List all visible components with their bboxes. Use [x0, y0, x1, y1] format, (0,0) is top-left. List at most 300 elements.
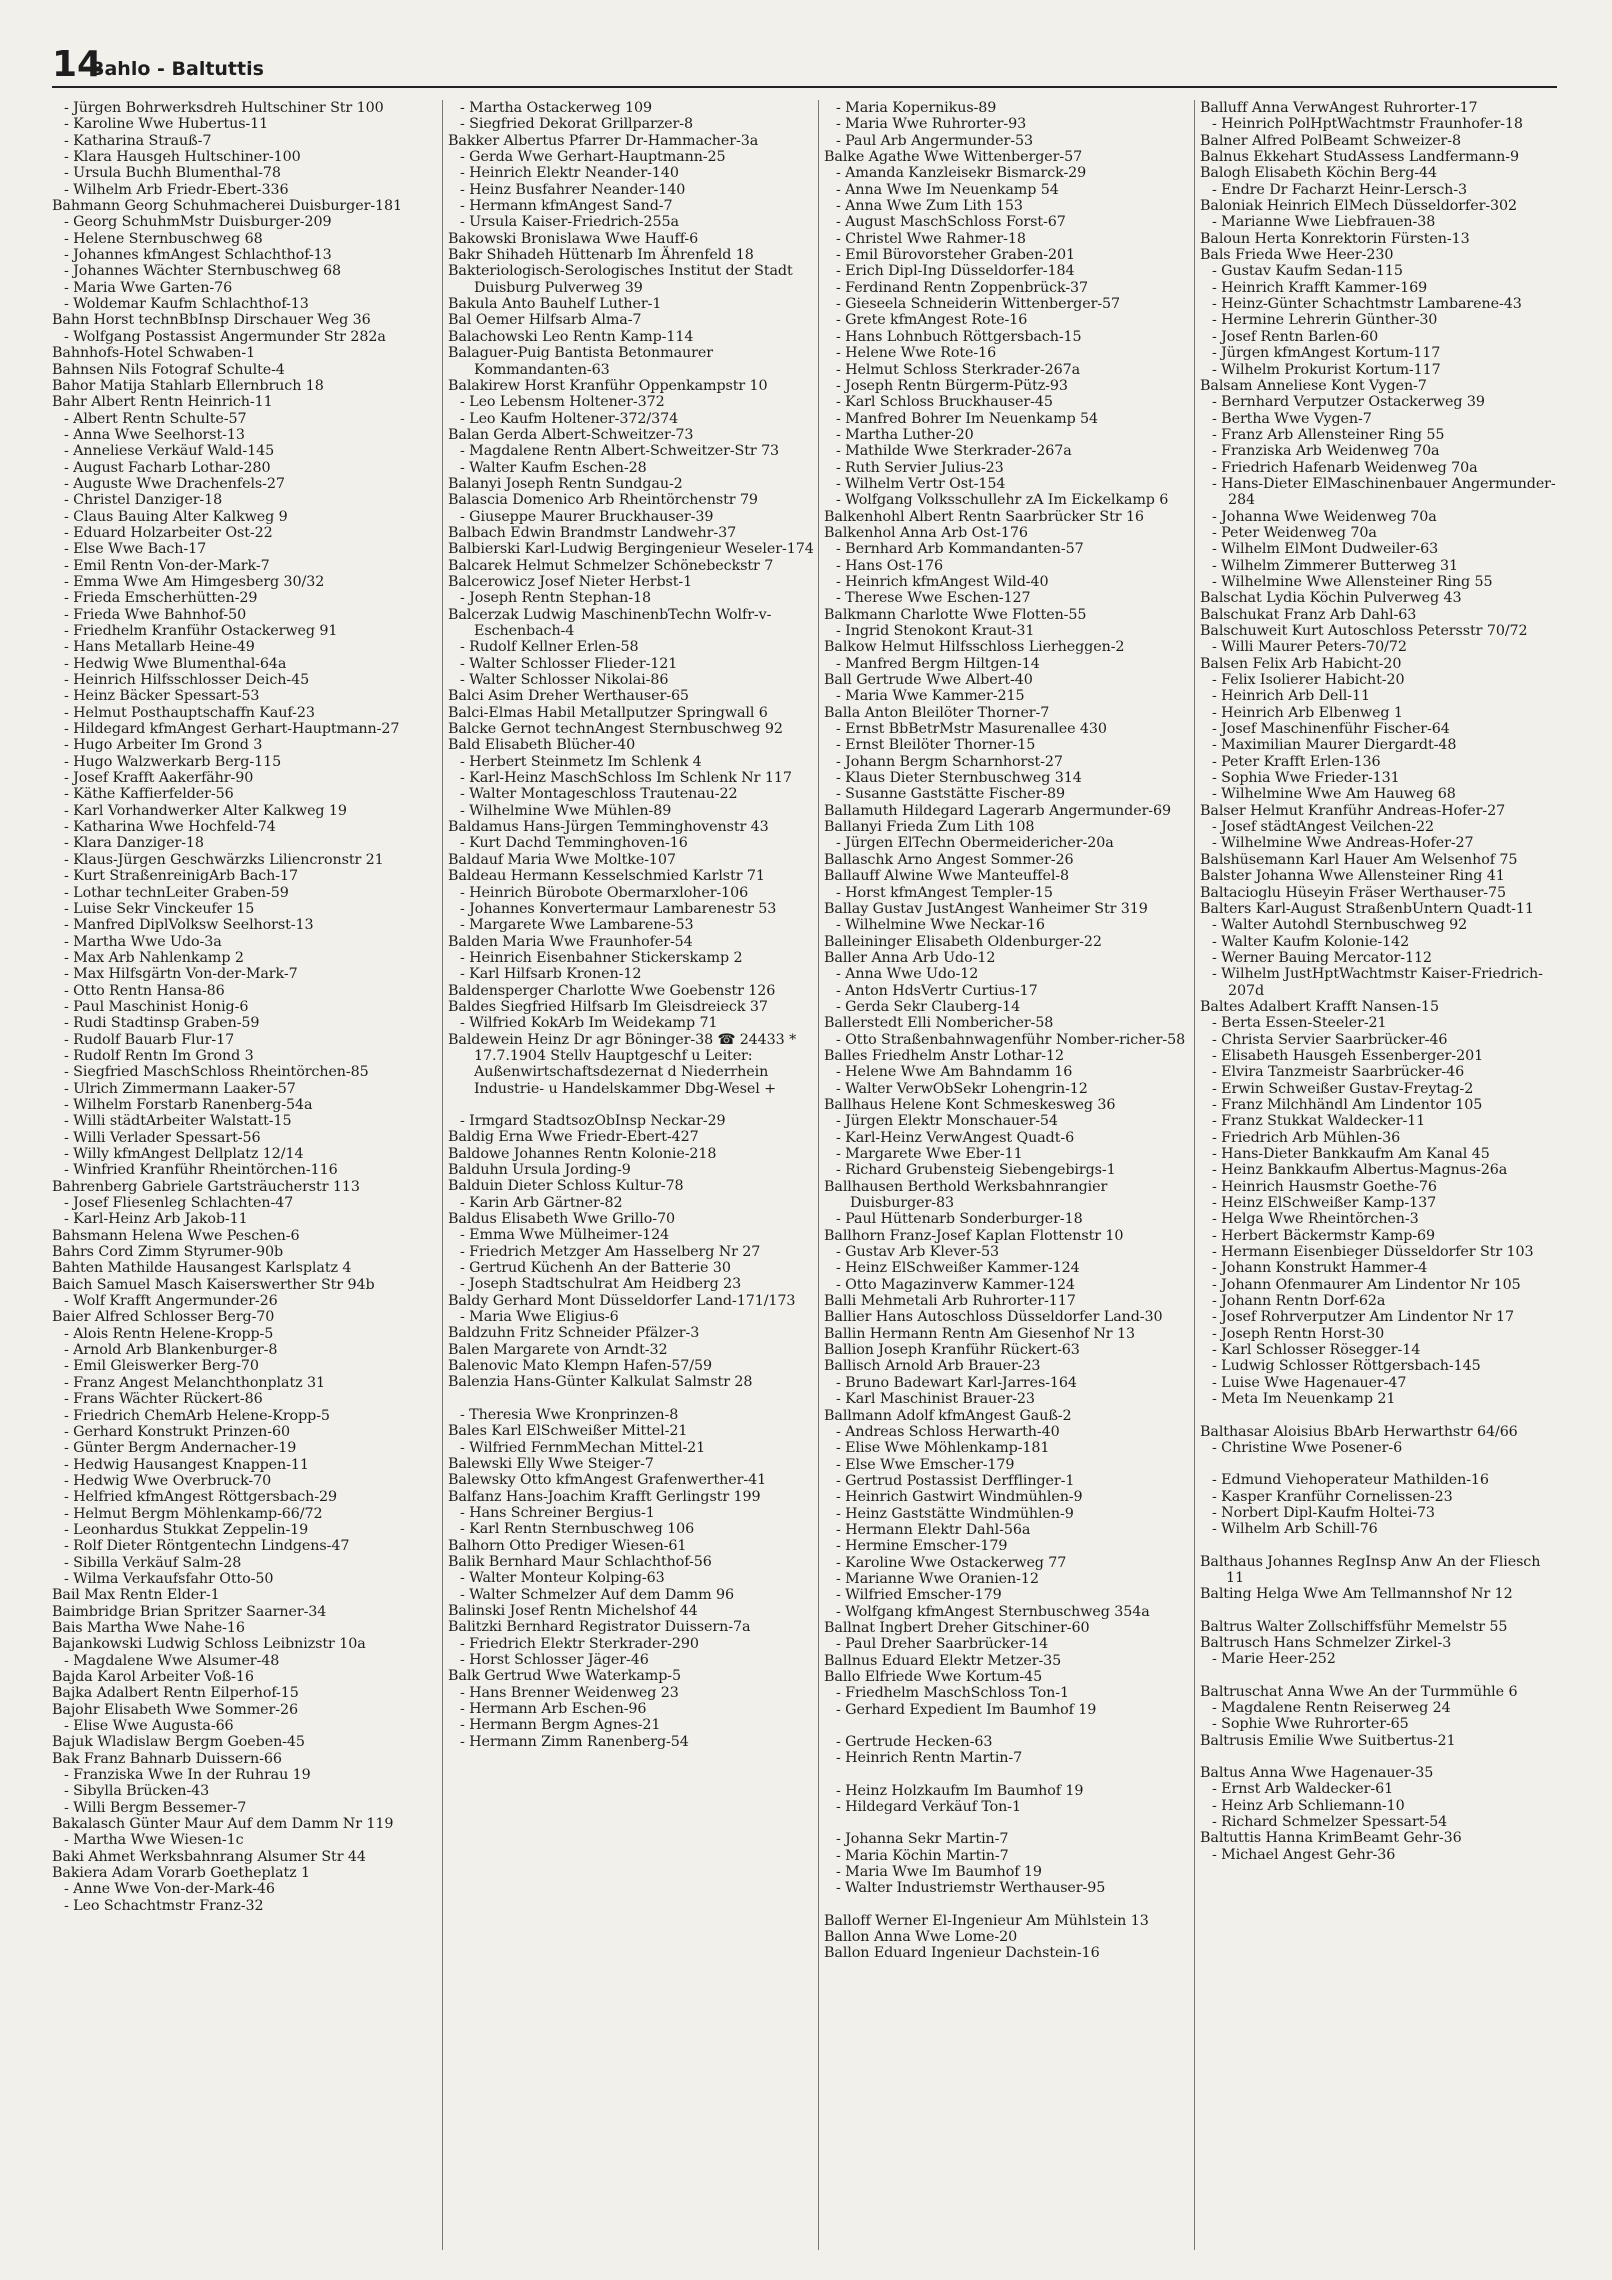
- directory-entry: - Auguste Wwe Drachenfels-27: [64, 475, 285, 492]
- directory-entry: Baltacioglu Hüseyin Fräser Werthauser-75: [1200, 884, 1507, 901]
- directory-entry: - Rudolf Rentn Im Grond 3: [64, 1047, 254, 1064]
- directory-entry: - Rudolf Bauarb Flur-17: [64, 1031, 235, 1048]
- directory-entry: - Ernst Bleilöter Thorner-15: [836, 737, 1036, 754]
- directory-entry: - Karl Maschinist Brauer-23: [836, 1391, 1035, 1408]
- entry-gap: [824, 1897, 1190, 1913]
- directory-columns: [0, 100, 1612, 2260]
- directory-entry: - Heinrich Arb Dell-11: [1212, 688, 1370, 705]
- directory-entry: Baldauf Maria Wwe Moltke-107: [448, 851, 676, 868]
- directory-entry: Bals Frieda Wwe Heer-230: [1200, 247, 1394, 264]
- directory-entry: Balascia Domenico Arb Rheintörchenstr 79: [448, 492, 758, 509]
- directory-entry: - Marianne Wwe Oranien-12: [836, 1570, 1039, 1587]
- directory-entry: Ball Gertrude Wwe Albert-40: [824, 672, 1033, 689]
- directory-entry: Bahr Albert Rentn Heinrich-11: [52, 394, 273, 411]
- directory-entry: - Heinz ElSchweißer Kamp-137: [1212, 1195, 1437, 1212]
- directory-entry: - Karin Arb Gärtner-82: [460, 1194, 623, 1211]
- directory-entry: Baldzuhn Fritz Schneider Pfälzer-3: [448, 1325, 700, 1342]
- directory-entry: - Winfried Kranführ Rheintörchen-116: [64, 1162, 338, 1179]
- directory-entry: Balcerowicz Josef Nieter Herbst-1: [448, 573, 693, 590]
- directory-entry: - Heinrich Krafft Kammer-169: [1212, 279, 1428, 296]
- directory-entry: Ballay Gustav JustAngest Wanheimer Str 319: [824, 900, 1148, 917]
- directory-entry: Balaguer-Puig Bantista Betonmaurer Kommandanten-63: [448, 345, 713, 378]
- directory-entry: - Heinrich Elektr Neander-140: [460, 165, 679, 182]
- directory-entry: - Johanna Sekr Martin-7: [836, 1831, 1009, 1848]
- directory-entry: - Helene Sternbuschweg 68: [64, 230, 263, 247]
- directory-entry: Bahnhofs-Hotel Schwaben-1: [52, 345, 256, 362]
- directory-entry: Balser Helmut Kranführ Andreas-Hofer-27: [1200, 802, 1506, 819]
- directory-entry: - Joseph Rentn Bürgerm-Pütz-93: [836, 377, 1068, 394]
- directory-entry: - Josef Maschinenführ Fischer-64: [1212, 721, 1450, 738]
- directory-entry: - Josef städtAngest Veilchen-22: [1212, 819, 1435, 836]
- directory-entry: Ballhausen Berthold Werksbahnrangier Duisburger-83: [824, 1178, 1108, 1212]
- directory-entry: - August MaschSchloss Forst-67: [836, 214, 1066, 231]
- directory-entry: Balschukat Franz Arb Dahl-63: [1200, 606, 1417, 623]
- directory-entry: - Eduard Holzarbeiter Ost-22: [64, 524, 273, 541]
- directory-entry: Balschuweit Kurt Autoschloss Petersstr 70/72: [1200, 623, 1528, 639]
- directory-entry: - Heinz Bäcker Spessart-53: [64, 688, 260, 705]
- directory-entry: Balanyi Joseph Rentn Sundgau-2: [448, 475, 683, 492]
- directory-entry: - Hildegard kfmAngest Gerhart-Hauptmann-27: [64, 721, 400, 738]
- directory-entry: - Elvira Tanzmeistr Saarbrücker-46: [1212, 1064, 1465, 1081]
- directory-entry: - Käthe Kaffierfelder-56: [64, 786, 234, 803]
- directory-entry: - Kurt Dachd Temminghoven-16: [460, 835, 688, 852]
- directory-entry: - Emma Wwe Mülheimer-124: [460, 1227, 670, 1244]
- directory-entry: Balthaus Johannes RegInsp Anw An der Fliesch 11: [1200, 1553, 1541, 1586]
- directory-entry: - Helene Wwe Am Bahndamm 16: [836, 1064, 1073, 1081]
- directory-entry: - Elise Wwe Augusta-66: [64, 1718, 234, 1735]
- directory-entry: - Friedhelm Kranführ Ostackerweg 91: [64, 623, 338, 639]
- directory-entry: Bal Oemer Hilfsarb Alma-7: [448, 312, 642, 329]
- directory-entry: - Franz Angest Melanchthonplatz 31: [64, 1374, 325, 1391]
- entry-gap: [1200, 1749, 1560, 1765]
- directory-entry: - Wolf Krafft Angermunder-26: [64, 1293, 278, 1310]
- directory-entry: - Josef Rohrverputzer Am Lindentor Nr 17: [1212, 1309, 1514, 1326]
- directory-entry: Bahten Mathilde Hausangest Karlsplatz 4: [52, 1260, 352, 1277]
- directory-entry: - Karl Schlosser Rösegger-14: [1212, 1342, 1421, 1359]
- directory-entry: Bais Martha Wwe Nahe-16: [52, 1619, 245, 1636]
- directory-entry: Balke Agathe Wwe Wittenberger-57: [824, 149, 1083, 166]
- directory-entry: - Hermann Eisenbieger Düsseldorfer Str 103: [1212, 1244, 1534, 1261]
- directory-entry: - Margarete Wwe Eber-11: [836, 1146, 1023, 1162]
- directory-entry: - Günter Bergm Andernacher-19: [64, 1440, 297, 1457]
- directory-entry: - Martha Wwe Wiesen-1c: [64, 1832, 244, 1849]
- directory-entry: - Siegfried MaschSchloss Rheintörchen-85: [64, 1064, 369, 1081]
- directory-entry: Balk Gertrud Wwe Waterkamp-5: [448, 1668, 681, 1685]
- directory-entry: - Walter Autohdl Sternbuschweg 92: [1212, 917, 1468, 934]
- directory-entry: Bahnsen Nils Fotograf Schulte-4: [52, 361, 285, 378]
- entry-gap: [824, 1718, 1190, 1734]
- directory-entry: - Karl Schloss Bruckhauser-45: [836, 394, 1053, 411]
- directory-entry: Balan Gerda Albert-Schweitzer-73: [448, 426, 694, 443]
- directory-entry: Balkow Helmut Hilfsschloss Lierheggen-2: [824, 639, 1125, 656]
- entry-gap: [1200, 1603, 1560, 1619]
- directory-entry: - Wilhelm Zimmerer Butterweg 31: [1212, 557, 1459, 574]
- page-range-title: Bahlo - Baltuttis: [90, 58, 264, 80]
- directory-entry: - Leo Kaufm Holtener-372/374: [460, 410, 679, 427]
- directory-entry: Balachowski Leo Rentn Kamp-114: [448, 328, 694, 345]
- directory-entry: - August Facharb Lothar-280: [64, 459, 271, 476]
- directory-entry: - Frieda Wwe Bahnhof-50: [64, 606, 247, 623]
- directory-entry: - Elise Wwe Möhlenkamp-181: [836, 1440, 1050, 1457]
- directory-entry: Bakr Shihadeh Hüttenarb Im Ährenfeld 18: [448, 247, 754, 264]
- directory-entry: Balters Karl-August StraßenbUntern Quadt-11: [1200, 900, 1534, 917]
- directory-entry: - Lothar technLeiter Graben-59: [64, 884, 289, 901]
- directory-entry: - Heinrich kfmAngest Wild-40: [836, 573, 1049, 590]
- directory-entry: - Siegfried Dekorat Grillparzer-8: [460, 116, 693, 133]
- directory-column-1: [52, 100, 438, 2260]
- directory-entry: - Maximilian Maurer Diergardt-48: [1212, 737, 1457, 754]
- directory-entry: - Therese Wwe Eschen-127: [836, 590, 1031, 607]
- directory-entry: Baldes Siegfried Hilfsarb Im Gleisdreieck 37: [448, 998, 768, 1015]
- directory-entry: - Walter Monteur Kolping-63: [460, 1570, 665, 1587]
- directory-entry: - Karoline Wwe Hubertus-11: [64, 116, 269, 133]
- directory-entry: - Frans Wächter Rückert-86: [64, 1391, 263, 1408]
- directory-entry: Baldy Gerhard Mont Düsseldorfer Land-171/173: [448, 1292, 796, 1309]
- directory-entry: - Otto Straßenbahnwagenführ Nomber-richer-58: [836, 1031, 1186, 1048]
- directory-entry: - Ursula Kaiser-Friedrich-255a: [460, 214, 679, 231]
- directory-entry: - Wilhelmine Wwe Mühlen-89: [460, 802, 672, 819]
- directory-entry: Ballerstedt Elli Nombericher-58: [824, 1015, 1054, 1032]
- directory-entry: - Klaus Dieter Sternbuschweg 314: [836, 770, 1082, 787]
- directory-entry: Bajda Karol Arbeiter Voß-16: [52, 1669, 254, 1685]
- directory-entry: Balshüsemann Karl Hauer Am Welsenhof 75: [1200, 851, 1518, 868]
- directory-entry: - Gerda Wwe Gerhart-Hauptmann-25: [460, 149, 726, 166]
- directory-column-2: [448, 100, 814, 2260]
- directory-entry: Baller Anna Arb Udo-12: [824, 949, 996, 966]
- directory-entry: Baldeau Hermann Kesselschmied Karlstr 71: [448, 868, 765, 885]
- directory-entry: - Jürgen kfmAngest Kortum-117: [1212, 345, 1441, 362]
- directory-entry: - Walter Montageschloss Trautenau-22: [460, 786, 738, 803]
- directory-entry: - Ingrid Stenokont Kraut-31: [836, 623, 1035, 639]
- directory-entry: - Hermann Bergm Agnes-21: [460, 1717, 661, 1734]
- directory-entry: Balden Maria Wwe Fraunhofer-54: [448, 933, 693, 950]
- directory-entry: Bail Max Rentn Elder-1: [52, 1587, 220, 1604]
- directory-entry: - Marianne Wwe Liebfrauen-38: [1212, 214, 1436, 231]
- directory-entry: - Wilhelmine Wwe Neckar-16: [836, 917, 1045, 934]
- directory-entry: Balci-Elmas Habil Metallputzer Springwall 6: [448, 704, 768, 721]
- directory-entry: Baldowe Johannes Rentn Kolonie-218: [448, 1145, 717, 1162]
- directory-entry: Balik Bernhard Maur Schlachthof-56: [448, 1553, 712, 1570]
- entry-gap: [1200, 1408, 1560, 1424]
- directory-entry: - Elisabeth Hausgeh Essenberger-201: [1212, 1047, 1484, 1064]
- directory-entry: - Wilfried KokArb Im Weidekamp 71: [460, 1015, 718, 1032]
- directory-entry: Ballin Hermann Rentn Am Giesenhof Nr 13: [824, 1325, 1135, 1342]
- directory-entry: - Heinz Holzkaufm Im Baumhof 19: [836, 1782, 1084, 1799]
- directory-entry: - Ruth Servier Julius-23: [836, 459, 1004, 476]
- directory-entry: Ballier Hans Autoschloss Düsseldorfer Land-30: [824, 1309, 1163, 1326]
- directory-entry: - Josef Krafft Aakerfähr-90: [64, 770, 254, 787]
- directory-entry: - Sibilla Verkäuf Salm-28: [64, 1554, 242, 1571]
- directory-entry: - Johann Bergm Scharnhorst-27: [836, 753, 1063, 770]
- directory-entry: - Susanne Gaststätte Fischer-89: [836, 786, 1066, 803]
- directory-entry: Balcerzak Ludwig MaschinenbTechn Wolfr-v-Eschenbach-4: [448, 606, 772, 639]
- directory-entry: - Christel Wwe Rahmer-18: [836, 230, 1026, 247]
- directory-entry: - Helmut Schloss Sterkrader-267a: [836, 361, 1081, 378]
- directory-entry: Baloniak Heinrich ElMech Düsseldorfer-302: [1200, 198, 1518, 215]
- directory-entry: - Heinz Bankkaufm Albertus-Magnus-26a: [1212, 1162, 1508, 1179]
- directory-entry: Bahrenberg Gabriele Gartsträucherstr 113: [52, 1178, 360, 1195]
- directory-entry: - Meta Im Neuenkamp 21: [1212, 1391, 1396, 1408]
- directory-entry: Balhorn Otto Prediger Wiesen-61: [448, 1537, 687, 1554]
- directory-entry: - Leo Schachtmstr Franz-32: [64, 1897, 264, 1914]
- directory-entry: Ballnat Ingbert Dreher Gitschiner-60: [824, 1619, 1090, 1636]
- directory-entry: - Amanda Kanzleisekr Bismarck-29: [836, 165, 1087, 182]
- directory-entry: - Karl-Heinz VerwAngest Quadt-6: [836, 1129, 1075, 1146]
- directory-entry: - Heinz-Günter Schachtmstr Lambarene-43: [1212, 296, 1522, 313]
- directory-entry: - Magdalene Rentn Reiserweg 24: [1212, 1699, 1451, 1716]
- directory-entry: - Endre Dr Facharzt Heinr-Lersch-3: [1212, 181, 1467, 198]
- entry-gap: [1200, 1456, 1560, 1472]
- directory-entry: - Hans Lohnbuch Röttgersbach-15: [836, 328, 1082, 345]
- directory-entry: Ballo Elfriede Wwe Kortum-45: [824, 1669, 1043, 1685]
- directory-entry: - Grete kfmAngest Rote-16: [836, 312, 1028, 329]
- directory-entry: - Anton HdsVertr Curtius-17: [836, 982, 1038, 999]
- directory-entry: - Martha Luther-20: [836, 426, 974, 443]
- directory-entry: - Hermine Lehrerin Günther-30: [1212, 312, 1438, 329]
- directory-entry: Balbierski Karl-Ludwig Bergingenieur Weseler-174: [448, 541, 814, 558]
- directory-entry: Balting Helga Wwe Am Tellmannshof Nr 12: [1200, 1586, 1513, 1603]
- directory-entry: Bakalasch Günter Maur Auf dem Damm Nr 119: [52, 1816, 394, 1833]
- directory-entry: - Bernhard Verputzer Ostackerweg 39: [1212, 394, 1485, 411]
- directory-entry: - Bertha Wwe Vygen-7: [1212, 410, 1372, 427]
- directory-entry: - Johanna Wwe Weidenweg 70a: [1212, 508, 1437, 525]
- directory-entry: - Georg SchuhmMstr Duisburger-209: [64, 214, 332, 231]
- directory-entry: - Sophie Wwe Ruhrorter-65: [1212, 1716, 1409, 1733]
- directory-entry: - Claus Bauing Alter Kalkweg 9: [64, 508, 288, 525]
- directory-entry: - Hans-Dieter Bankkaufm Am Kanal 45: [1212, 1146, 1490, 1162]
- directory-entry: - Anne Wwe Von-der-Mark-46: [64, 1881, 275, 1898]
- directory-entry: - Willi städtArbeiter Walstatt-15: [64, 1113, 292, 1130]
- directory-entry: - Berta Essen-Steeler-21: [1212, 1015, 1387, 1032]
- directory-entry: Balenzia Hans-Günter Kalkulat Salmstr 28: [448, 1374, 753, 1391]
- directory-entry: - Martha Ostackerweg 109: [460, 100, 652, 116]
- directory-entry: Balogh Elisabeth Köchin Berg-44: [1200, 165, 1437, 182]
- directory-entry: - Hermine Emscher-179: [836, 1538, 1008, 1555]
- directory-entry: Baldensperger Charlotte Wwe Goebenstr 126: [448, 982, 776, 999]
- directory-entry: Bakowski Bronislawa Wwe Hauff-6: [448, 230, 699, 247]
- directory-entry: - Heinz ElSchweißer Kammer-124: [836, 1260, 1080, 1277]
- directory-entry: - Ernst Arb Waldecker-61: [1212, 1781, 1394, 1798]
- directory-entry: Bald Elisabeth Blücher-40: [448, 737, 636, 754]
- directory-entry: - Gertrud Postassist Derfflinger-1: [836, 1472, 1075, 1489]
- directory-entry: - Willi Maurer Peters-70/72: [1212, 639, 1407, 656]
- directory-entry: Ballhorn Franz-Josef Kaplan Flottenstr 10: [824, 1227, 1124, 1244]
- directory-entry: - Kasper Kranführ Cornelissen-23: [1212, 1488, 1453, 1505]
- directory-entry: - Johann Ofenmaurer Am Lindentor Nr 105: [1212, 1276, 1521, 1293]
- directory-entry: - Helene Wwe Rote-16: [836, 345, 997, 362]
- directory-entry: - Friedrich Elektr Sterkrader-290: [460, 1635, 699, 1652]
- directory-entry: - Walter Kaufm Eschen-28: [460, 459, 647, 476]
- directory-entry: Baltrusis Emilie Wwe Suitbertus-21: [1200, 1732, 1456, 1749]
- directory-entry: - Anna Wwe Seelhorst-13: [64, 426, 245, 443]
- directory-entry: - Richard Schmelzer Spessart-54: [1212, 1814, 1448, 1831]
- directory-entry: Balcarek Helmut Schmelzer Schönebeckstr 7: [448, 557, 774, 574]
- directory-entry: - Max Hilfsgärtn Von-der-Mark-7: [64, 966, 298, 983]
- directory-entry: - Friedrich Metzger Am Hasselberg Nr 27: [460, 1243, 761, 1260]
- directory-entry: - Heinrich Arb Elbenweg 1: [1212, 704, 1403, 721]
- directory-entry: - Ferdinand Rentn Zoppenbrück-37: [836, 279, 1089, 296]
- directory-entry: - Else Wwe Bach-17: [64, 541, 207, 558]
- directory-entry: - Karl Vorhandwerker Alter Kalkweg 19: [64, 802, 347, 819]
- directory-entry: - Felix Isolierer Habicht-20: [1212, 672, 1405, 689]
- directory-entry: Balsen Felix Arb Habicht-20: [1200, 655, 1402, 672]
- entry-gap: [824, 1815, 1190, 1831]
- directory-entry: - Hans Brenner Weidenweg 23: [460, 1684, 679, 1701]
- directory-entry: - Joseph Stadtschulrat Am Heidberg 23: [460, 1276, 742, 1293]
- directory-entry: - Wilhelm Prokurist Kortum-117: [1212, 361, 1441, 378]
- directory-entry: Baldig Erna Wwe Friedr-Ebert-427: [448, 1129, 699, 1146]
- directory-entry: - Manfred Bergm Hiltgen-14: [836, 655, 1040, 672]
- directory-entry: - Franz Milchhändl Am Lindentor 105: [1212, 1096, 1483, 1113]
- directory-entry: Baltus Anna Wwe Hagenauer-35: [1200, 1765, 1434, 1781]
- directory-entry: Balinski Josef Rentn Michelshof 44: [448, 1602, 698, 1619]
- directory-column-4: [1200, 100, 1560, 2260]
- directory-entry: - Hans-Dieter ElMaschinenbauer Angermunder-284: [1212, 475, 1556, 509]
- directory-entry: - Emma Wwe Am Himgesberg 30/32: [64, 573, 325, 590]
- directory-entry: - Johann Rentn Dorf-62a: [1212, 1293, 1386, 1310]
- directory-entry: - Franziska Wwe In der Ruhrau 19: [64, 1767, 311, 1784]
- directory-entry: Balitzki Bernhard Registrator Duissern-7a: [448, 1619, 751, 1636]
- directory-entry: - Maria Wwe Garten-76: [64, 279, 233, 296]
- directory-entry: Balluff Anna VerwAngest Ruhrorter-17: [1200, 100, 1478, 116]
- directory-entry: - Wilhelm Vertr Ost-154: [836, 475, 1006, 492]
- directory-entry: - Woldemar Kaufm Schlachthof-13: [64, 296, 309, 313]
- directory-entry: Baki Ahmet Werksbahnrang Alsumer Str 44: [52, 1848, 366, 1865]
- directory-entry: - Gieseela Schneiderin Wittenberger-57: [836, 296, 1121, 313]
- directory-entry: Baldamus Hans-Jürgen Temminghovenstr 43: [448, 819, 769, 836]
- directory-entry: Ballnus Eduard Elektr Metzer-35: [824, 1652, 1062, 1669]
- directory-entry: Balkmann Charlotte Wwe Flotten-55: [824, 606, 1087, 623]
- directory-entry: Balthasar Aloisius BbArb Herwarthstr 64/66: [1200, 1423, 1518, 1440]
- directory-entry: - Jürgen ElTechn Obermeidericher-20a: [836, 835, 1114, 852]
- directory-entry: - Wilhelmine Wwe Allensteiner Ring 55: [1212, 573, 1493, 590]
- directory-entry: - Max Arb Nahlenkamp 2: [64, 949, 244, 966]
- directory-entry: Bahrs Cord Zimm Styrumer-90b: [52, 1244, 284, 1261]
- directory-entry: - Theresia Wwe Kronprinzen-8: [460, 1406, 679, 1423]
- directory-entry: - Franz Arb Allensteiner Ring 55: [1212, 426, 1445, 443]
- page-number: 14: [52, 44, 103, 85]
- directory-entry: - Friedhelm MaschSchloss Ton-1: [836, 1685, 1069, 1702]
- directory-entry: Balbach Edwin Brandmstr Landwehr-37: [448, 524, 737, 541]
- directory-entry: - Hermann kfmAngest Sand-7: [460, 198, 673, 215]
- directory-entry: - Magdalene Rentn Albert-Schweitzer-Str 73: [460, 443, 780, 460]
- directory-entry: - Irmgard StadtsozObInsp Neckar-29: [460, 1112, 726, 1129]
- directory-entry: - Wilhelm Arb Schill-76: [1212, 1521, 1378, 1538]
- directory-entry: - Wilhelmine Wwe Andreas-Hofer-27: [1212, 835, 1474, 852]
- directory-entry: - Willy kfmAngest Dellplatz 12/14: [64, 1146, 304, 1162]
- directory-entry: Ballhaus Helene Kont Schmeskesweg 36: [824, 1096, 1116, 1113]
- directory-entry: - Else Wwe Emscher-179: [836, 1456, 1015, 1473]
- directory-entry: Balen Margarete von Arndt-32: [448, 1341, 668, 1358]
- directory-entry: - Peter Krafft Erlen-136: [1212, 753, 1381, 770]
- entry-gap: [1200, 1668, 1560, 1684]
- directory-entry: - Franz Stukkat Waldecker-11: [1212, 1113, 1426, 1130]
- directory-entry: - Karl Hilfsarb Kronen-12: [460, 966, 642, 983]
- directory-entry: Balschat Lydia Köchin Pulverweg 43: [1200, 590, 1462, 607]
- directory-entry: Balner Alfred PolBeamt Schweizer-8: [1200, 132, 1462, 149]
- directory-entry: - Norbert Dipl-Kaufm Holtei-73: [1212, 1504, 1435, 1521]
- directory-entry: - Maria Köchin Martin-7: [836, 1847, 1009, 1864]
- directory-entry: - Gerhard Expedient Im Baumhof 19: [836, 1701, 1097, 1718]
- directory-entry: Balloff Werner El-Ingenieur Am Mühlstein 13: [824, 1912, 1149, 1929]
- directory-entry: - Helfried kfmAngest Röttgersbach-29: [64, 1489, 337, 1506]
- directory-entry: - Wilfried Emscher-179: [836, 1587, 1002, 1604]
- directory-entry: Baier Alfred Schlosser Berg-70: [52, 1309, 275, 1326]
- directory-entry: - Paul Arb Angermunder-53: [836, 132, 1033, 149]
- directory-entry: - Martha Wwe Udo-3a: [64, 933, 222, 950]
- directory-entry: - Hans Ost-176: [836, 557, 943, 574]
- directory-entry: - Johannes Konvertermaur Lambarenestr 53: [460, 900, 777, 917]
- entry-gap: [824, 1767, 1190, 1783]
- directory-entry: - Joseph Rentn Horst-30: [1212, 1325, 1385, 1342]
- directory-entry: - Emil Gleiswerker Berg-70: [64, 1358, 259, 1375]
- directory-entry: - Friedrich Hafenarb Weidenweg 70a: [1212, 459, 1478, 476]
- directory-entry: - Paul Dreher Saarbrücker-14: [836, 1636, 1049, 1653]
- directory-entry: - Giuseppe Maurer Bruckhauser-39: [460, 508, 714, 525]
- directory-entry: - Manfred DiplVolksw Seelhorst-13: [64, 917, 314, 934]
- directory-entry: - Michael Angest Gehr-36: [1212, 1846, 1396, 1863]
- directory-entry: - Walter Schlosser Nikolai-86: [460, 672, 669, 689]
- directory-entry: Bales Karl ElSchweißer Mittel-21: [448, 1423, 688, 1440]
- directory-entry: Ballion Joseph Kranführ Rückert-63: [824, 1342, 1080, 1359]
- directory-entry: - Richard Grubensteig Siebengebirgs-1: [836, 1162, 1116, 1179]
- directory-entry: Ballanyi Frieda Zum Lith 108: [824, 819, 1035, 836]
- directory-entry: - Albert Rentn Schulte-57: [64, 410, 247, 427]
- directory-entry: Baltuttis Hanna KrimBeamt Gehr-36: [1200, 1830, 1462, 1847]
- directory-entry: Balsam Anneliese Kont Vygen-7: [1200, 377, 1427, 394]
- directory-entry: - Rolf Dieter Röntgentechn Lindgens-47: [64, 1538, 350, 1555]
- directory-entry: Ballon Anna Wwe Lome-20: [824, 1929, 1018, 1946]
- directory-entry: Balcke Gernot technAngest Sternbuschweg 92: [448, 721, 783, 738]
- directory-entry: - Ursula Buchh Blumenthal-78: [64, 165, 281, 182]
- directory-column-3: [824, 100, 1190, 2260]
- directory-entry: - Walter Industriemstr Werthauser-95: [836, 1880, 1106, 1897]
- directory-entry: - Wilhelm ElMont Dudweiler-63: [1212, 541, 1439, 558]
- directory-entry: Baldus Elisabeth Wwe Grillo-70: [448, 1211, 675, 1228]
- directory-entry: - Wilhelm JustHptWachtmstr Kaiser-Friedrich-207d: [1212, 966, 1543, 999]
- page-header: [52, 44, 1557, 88]
- directory-entry: - Otto Magazinverw Kammer-124: [836, 1276, 1075, 1293]
- directory-entry: - Friedrich ChemArb Helene-Kropp-5: [64, 1407, 330, 1424]
- directory-entry: Balduhn Ursula Jording-9: [448, 1162, 631, 1178]
- directory-entry: Bahor Matija Stahlarb Ellernbruch 18: [52, 377, 324, 394]
- directory-entry: - Walter Schmelzer Auf dem Damm 96: [460, 1586, 735, 1603]
- directory-entry: - Rudi Stadtinsp Graben-59: [64, 1015, 260, 1032]
- directory-entry: - Walter Schlosser Flieder-121: [460, 655, 678, 672]
- directory-entry: Balenovic Mato Klempn Hafen-57/59: [448, 1358, 712, 1375]
- directory-entry: - Helmut Posthauptschaffn Kauf-23: [64, 704, 315, 721]
- directory-entry: - Herbert Steinmetz Im Schlenk 4: [460, 753, 702, 770]
- directory-entry: - Karoline Wwe Ostackerweg 77: [836, 1554, 1067, 1571]
- directory-entry: - Christa Servier Saarbrücker-46: [1212, 1031, 1448, 1048]
- directory-entry: - Wolfgang kfmAngest Sternbuschweg 354a: [836, 1603, 1150, 1620]
- directory-entry: Balfanz Hans-Joachim Krafft Gerlingstr 199: [448, 1488, 761, 1505]
- directory-entry: - Hans Metallarb Heine-49: [64, 639, 255, 656]
- directory-entry: - Bruno Badewart Karl-Jarres-164: [836, 1374, 1077, 1391]
- directory-entry: - Otto Rentn Hansa-86: [64, 982, 225, 999]
- directory-entry: - Alois Rentn Helene-Kropp-5: [64, 1325, 274, 1342]
- directory-entry: Baldewein Heinz Dr agr Böninger-38 ☎ 24433 * 17.7.1904 Stellv Hauptgeschf u Leiter: Außenwirtschaftsdezernat d Niederrhein Industrie- u Handelskammer Dbg-Wesel +: [448, 1031, 797, 1097]
- directory-entry: Bahsmann Helena Wwe Peschen-6: [52, 1227, 300, 1244]
- directory-entry: - Willi Bergm Bessemer-7: [64, 1799, 247, 1816]
- directory-entry: - Mathilde Wwe Sterkrader-267a: [836, 443, 1072, 460]
- directory-entry: Bak Franz Bahnarb Duissern-66: [52, 1750, 282, 1767]
- directory-entry: Baltes Adalbert Krafft Nansen-15: [1200, 998, 1439, 1015]
- directory-entry: Bakula Anto Bauhelf Luther-1: [448, 296, 662, 313]
- directory-entry: - Maria Kopernikus-89: [836, 100, 997, 116]
- directory-entry: - Hedwig Wwe Blumenthal-64a: [64, 655, 287, 672]
- directory-entry: - Maria Wwe Im Baumhof 19: [836, 1864, 1042, 1881]
